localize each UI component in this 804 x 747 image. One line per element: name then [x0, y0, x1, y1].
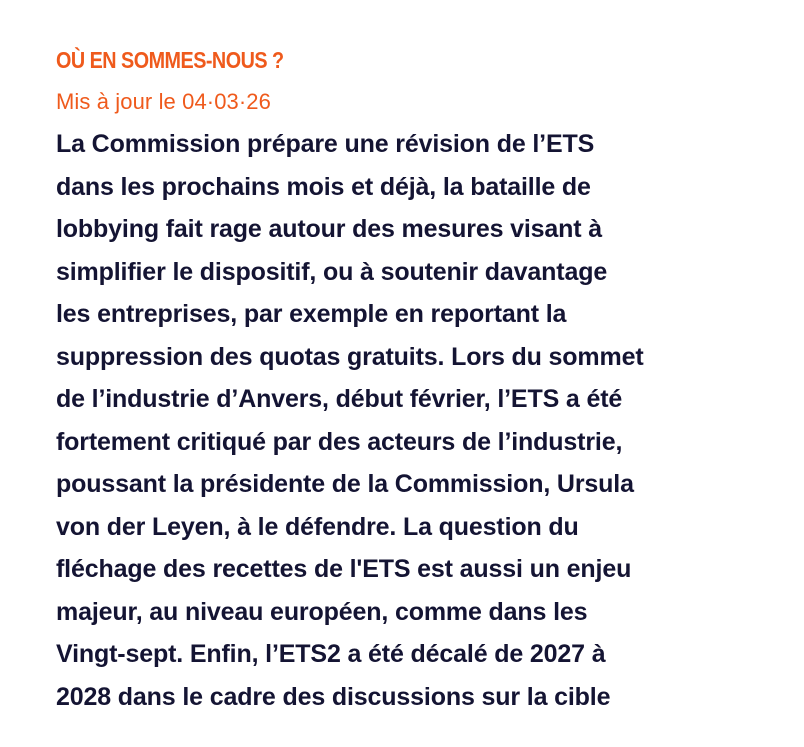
body-line: fléchage des recettes de l'ETS est aussi un enjeu [56, 555, 632, 583]
body-line: lobbying fait rage autour des mesures visant à [56, 215, 603, 243]
body-line: Vingt-sept. Enfin, l’ETS2 a été décalé de 2027 à [56, 640, 606, 668]
updated-date: Mis à jour le 04·03·26 [56, 89, 271, 114]
body-line: suppression des quotas gratuits. Lors du sommet [56, 342, 644, 371]
body-line: dans les prochains mois et déjà, la bataille de [56, 172, 591, 201]
body-line: La Commission prépare une révision de l’ETS [56, 130, 595, 158]
body-line: majeur, au niveau européen, comme dans les [56, 597, 588, 626]
body-paragraph [56, 123, 764, 718]
section-heading: OÙ EN SOMMES-NOUS ? [56, 47, 284, 73]
body-line: fortement critiqué par des acteurs de l’industrie, [56, 427, 623, 456]
body-line: simplifier le dispositif, ou à soutenir davantage [56, 257, 608, 286]
body-line: poussant la présidente de la Commission, Ursula [56, 470, 634, 498]
body-line: de l’industrie d’Anvers, début février, l’ETS a été [56, 385, 623, 413]
body-line: von der Leyen, à le défendre. La question du [56, 512, 579, 541]
body-line: 2028 dans le cadre des discussions sur la cible [56, 682, 611, 711]
body-line: les entreprises, par exemple en reportant la [56, 300, 567, 328]
